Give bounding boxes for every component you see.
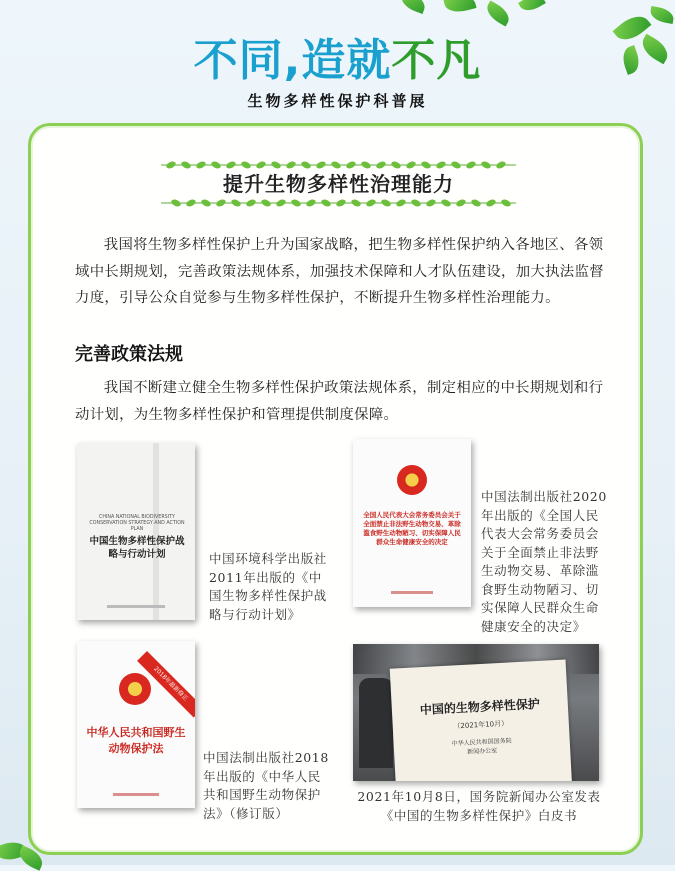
section-banner xyxy=(161,160,516,208)
exhibition-title: 不同,造就不凡 xyxy=(193,35,482,86)
book-cover-npc-decision xyxy=(353,439,471,607)
exhibition-subtitle: 生物多样性保护科普展 xyxy=(247,92,428,110)
white-paper-date: （2021年10月） xyxy=(453,719,509,731)
cover-title: 全国人民代表大会常务委员会关于全面禁止非法野生动物交易、革除滥食野生动物陋习、切实保障人民群众生命健康安全的决定 xyxy=(363,511,461,546)
book-cover-wildlife-law xyxy=(77,641,195,808)
white-paper-issuer: 中华人民共和国国务院新闻办公室 xyxy=(451,737,512,756)
intro-paragraph: 我国将生物多样性保护上升为国家战略，把生物多样性保护纳入各地区、各领域中长期规划，完善政策法规体系，加强技术保障和人才队伍建设，加大执法监督力度，引导公众自觉参与生物多样性保护，不断提升生物多样性治理能力。 xyxy=(75,237,604,306)
white-paper-photo xyxy=(353,644,599,781)
content-panel xyxy=(28,123,643,855)
photo-person-silhouette xyxy=(359,678,393,768)
cover-title: 中国生物多样性保护战略与行动计划 xyxy=(89,536,185,560)
book-caption: 中国法制出版社2018年出版的《中华人民共和国野生动物保护法》（修订版） xyxy=(203,750,329,821)
cover-publisher-mark xyxy=(107,605,165,608)
cover-publisher-mark xyxy=(391,591,433,594)
book-caption: 2021年10月8日，国务院新闻办公室发表《中国的生物多样性保护》白皮书 xyxy=(357,789,601,823)
white-paper-document xyxy=(390,659,573,781)
white-paper-title: 中国的生物多样性保护 xyxy=(419,696,541,718)
book-cover-strategy-plan xyxy=(77,443,195,620)
national-emblem-icon xyxy=(119,673,151,705)
vine-ornament-bottom xyxy=(161,198,516,208)
banner-title: 提升生物多样性治理能力 xyxy=(223,172,454,196)
vine-ornament-top xyxy=(161,160,516,170)
cover-publisher-mark xyxy=(113,793,159,796)
book-caption: 中国法制出版社2020年出版的《全国人民代表大会常务委员会关于全面禁止非法野生动物交易、革除滥食野生动物陋习、切实保障人民群众生命健康安全的决定》 xyxy=(481,489,607,634)
national-emblem-icon xyxy=(397,465,427,495)
section-paragraph: 我国不断建立健全生物多样性保护政策法规体系，制定相应的中长期规划和行动计划，为生物多样性保护和管理提供制度保障。 xyxy=(75,380,604,423)
cover-corner-ribbon: 2018年最新修正 xyxy=(137,651,195,717)
book-caption: 中国环境科学出版社2011年出版的《中国生物多样性保护战略与行动计划》 xyxy=(209,551,327,622)
section-heading: 完善政策法规 xyxy=(75,344,183,365)
cover-english-title: CHINA NATIONAL BIODIVERSITY CONSERVATION STRATEGY AND ACTION PLAN xyxy=(89,515,185,532)
cover-title: 中华人民共和国野生动物保护法 xyxy=(86,726,186,755)
